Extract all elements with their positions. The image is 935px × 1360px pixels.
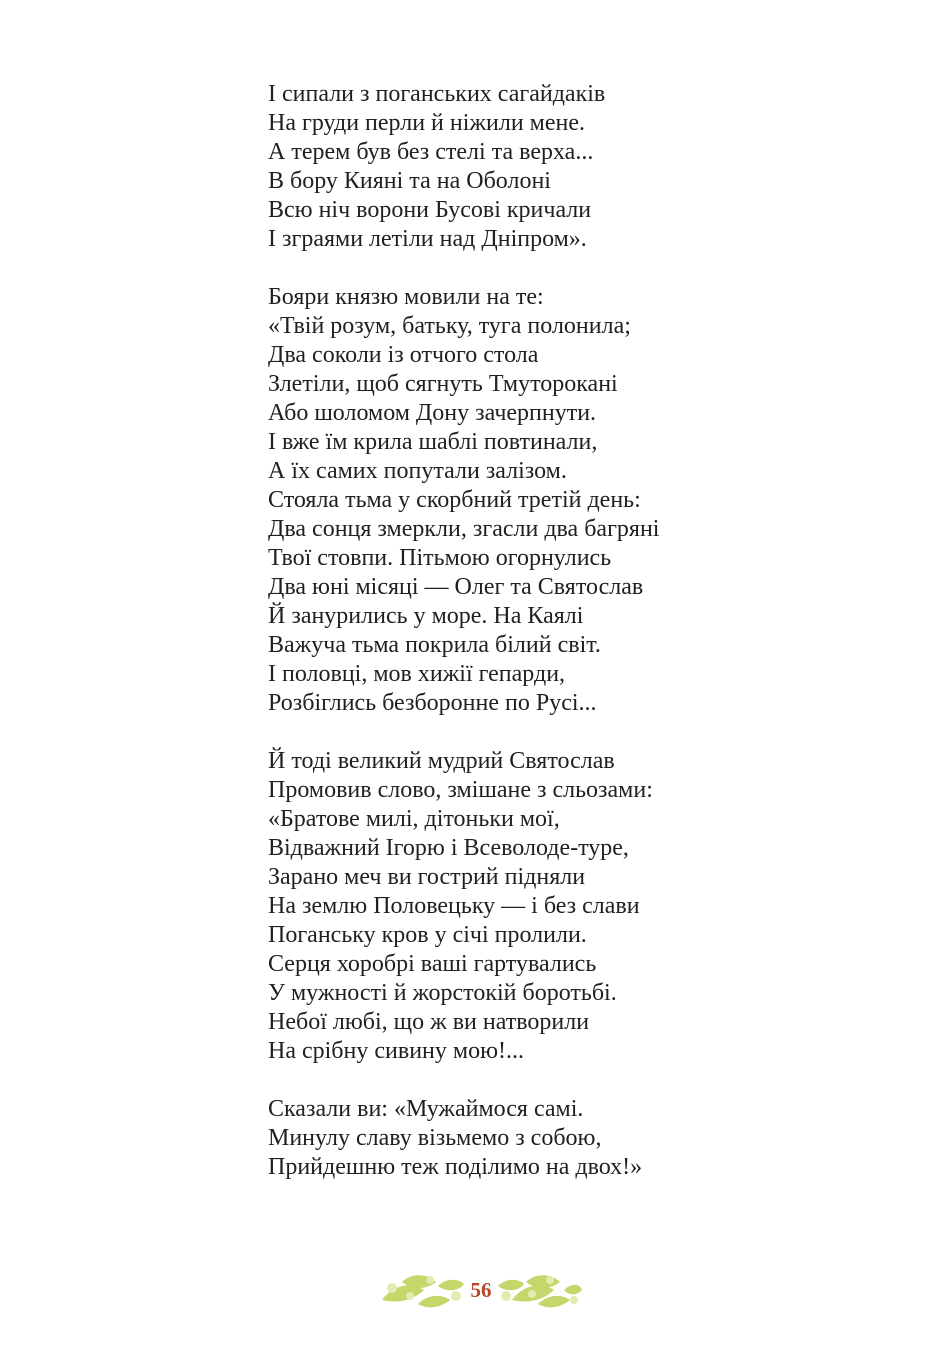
poem-line: Два сонця змеркли, згасли два багряні: [268, 516, 660, 542]
poem-line: «Твій розум, батьку, туга полонила;: [268, 313, 631, 339]
poem-line: Зарано меч ви гострий підняли: [268, 864, 586, 890]
poem-line: Два юні місяці — Олег та Святослав: [268, 574, 644, 600]
stanza: [268, 80, 868, 254]
poem-line: Твої стовпи. Пітьмою огорнулись: [268, 545, 612, 571]
poem-line: Й тоді великий мудрий Святослав: [268, 748, 615, 774]
poem-line: Стояла тьма у скорбний третій день:: [268, 487, 641, 513]
poem-line: У мужності й жорстокій боротьбі.: [268, 980, 617, 1006]
poem-line: На землю Половецьку — і без слави: [268, 893, 640, 919]
poem-line: Промовив слово, змішане з сльозами:: [268, 777, 653, 803]
poem-line: І зграями летіли над Дніпром».: [268, 226, 587, 252]
poem-line: Або шоломом Дону зачерпнути.: [268, 400, 597, 426]
poem-line: Сказали ви: «Мужаймося самі.: [268, 1096, 584, 1122]
poem-line: «Братове милі, дітоньки мої,: [268, 806, 560, 832]
poem-line: Злетіли, щоб сягнуть Тмутороканi: [268, 371, 618, 397]
poem-line: В бору Кияні та на Оболоні: [268, 168, 551, 194]
poem-line: А терем був без стелі та верха...: [268, 139, 594, 165]
page-number: 56: [470, 1278, 492, 1302]
poem-line: На срібну сивину мою!...: [268, 1038, 524, 1064]
poem-line: Минулу славу візьмемо з собою,: [268, 1125, 602, 1151]
poem-line: Небої любі, що ж ви натворили: [268, 1009, 590, 1035]
poem-line: Важуча тьма покрила білий світ.: [268, 632, 601, 658]
poem-line: Бояри князю мовили на те:: [268, 284, 544, 310]
poem-line: Два соколи із отчого стола: [268, 342, 539, 368]
poem-line: Розбіглись безборонне по Русі...: [268, 690, 597, 716]
poem-line: І вже їм крила шаблі повтинали,: [268, 429, 598, 455]
poem-line: Всю ніч ворони Бусові кричали: [268, 197, 592, 223]
stanza: [268, 1095, 868, 1182]
poem-line: Серця хоробрі ваші гартувались: [268, 951, 597, 977]
poem-line: Прийдешню теж поділимо на двох!»: [268, 1154, 643, 1180]
page-footer: [378, 1270, 584, 1312]
poem-line: А їх самих попутали залізом.: [268, 458, 567, 484]
poem-line: Поганську кров у січі пролили.: [268, 922, 587, 948]
poem-line: Й занурились у море. На Каялі: [268, 603, 584, 629]
poem-line: Відважний Ігорю і Всеволоде-туре,: [268, 835, 629, 861]
poem-line: І сипали з поганських сагайдаків: [268, 81, 606, 107]
poem-line: На груди перли й ніжили мене.: [268, 110, 585, 136]
poem-text: [268, 80, 868, 1182]
poem-line: І половці, мов хижії гепарди,: [268, 661, 566, 687]
stanza: [268, 283, 868, 718]
stanza: [268, 747, 868, 1066]
